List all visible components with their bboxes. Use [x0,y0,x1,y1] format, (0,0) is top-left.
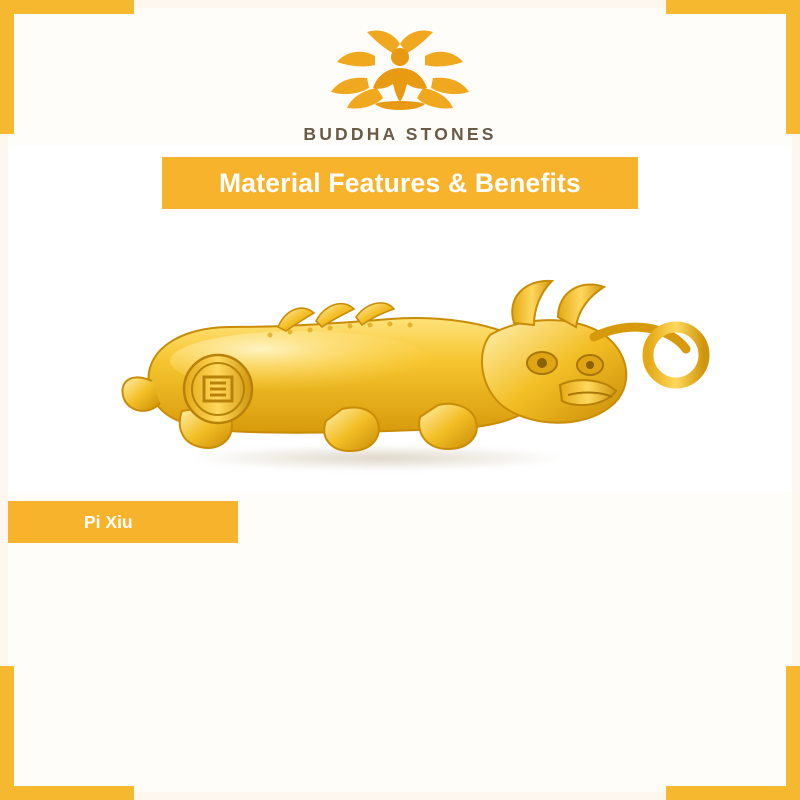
brand-name: BUDDHA STONES [303,124,497,144]
product-label-bar [8,501,792,543]
corner-frame-bottom-right [666,666,800,800]
corner-frame-top-right [666,0,800,134]
product-label-chip [8,501,238,543]
pixiu-illustration [8,223,792,523]
golden-pixiu-figure [90,231,710,481]
corner-frame-bottom-left [0,666,134,800]
corner-frame-top-left [0,0,134,134]
page-title: Material Features & Benefits [219,167,581,198]
lotus-meditation-icon [305,26,495,122]
product-image [8,223,792,523]
title-banner [162,157,638,209]
title-section [8,157,792,209]
product-label-text: Pi Xiu [84,511,133,532]
